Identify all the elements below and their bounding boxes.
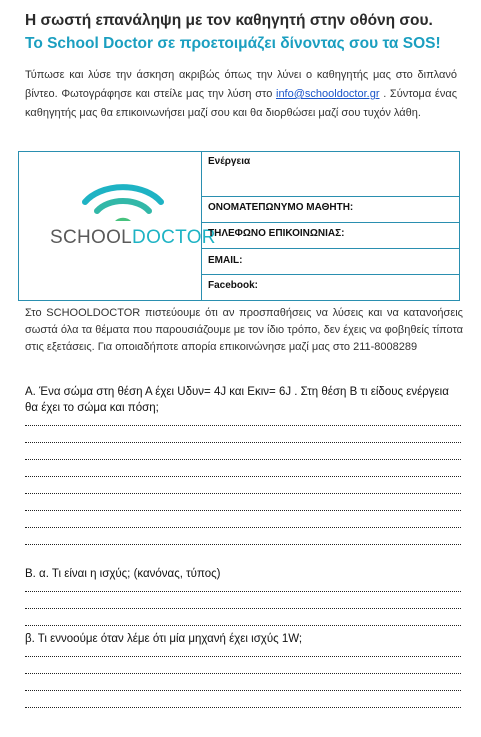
question-b-b: β. Τι εννοούμε όταν λέμε ότι μία μηχανή έχει ισχύς 1W; (25, 633, 303, 645)
form-fields (202, 152, 459, 300)
question-a: Α. Ένα σώμα στη θέση Α έχει Uδυν= 4J και Εκιν= 6J . Στη θέση Β τι είδους ενέργεια θα έχει το σώμα και πόση; (25, 386, 449, 414)
page-title: Η σωστή επανάληψη με τον καθηγητή στην οθόνη σου. (25, 12, 433, 29)
student-name-field[interactable]: ΟΝΟΜΑΤΕΠΩΝΥΜΟ ΜΑΘΗΤΗ: (202, 197, 459, 223)
answer-line[interactable] (25, 442, 461, 443)
answer-line[interactable] (25, 707, 461, 708)
intro-text-end: . Σύντομα ένας καθηγητής μας θα επικοινωνήσει μαζί σου και θα διορθώσει μαζί σου τυχόν λάθη. (25, 88, 457, 119)
answer-line[interactable] (25, 673, 461, 674)
logo-school-text: SCHOOL (50, 227, 133, 248)
email-link[interactable]: info@schooldoctor.gr (276, 88, 380, 100)
email-field[interactable]: EMAIL: (202, 249, 459, 275)
answer-line[interactable] (25, 690, 461, 691)
facebook-field[interactable]: Facebook: (208, 280, 259, 291)
answer-line[interactable] (25, 608, 461, 609)
phone-field[interactable]: ΤΗΛΕΦΩΝΟ ΕΠΙΚΟΙΝΩΝΙΑΣ: (202, 223, 459, 249)
answer-line[interactable] (25, 527, 461, 528)
answer-line[interactable] (25, 625, 461, 626)
answer-line[interactable] (25, 425, 461, 426)
page-subtitle: Το School Doctor σε προετοιμάζει δίνοντας σου τα SOS! (25, 35, 441, 52)
question-b-a: Β. α. Τι είναι η ισχύς; (κανόνας, τύπος) (25, 568, 221, 580)
schooldoctor-logo (50, 227, 216, 249)
answer-line[interactable] (25, 544, 461, 545)
logo-cell (19, 152, 216, 300)
answer-line[interactable] (25, 510, 461, 511)
answer-line[interactable] (25, 459, 461, 460)
logo-doctor-text: DOCTOR (132, 227, 216, 248)
info-paragraph: Στο SCHOOLDOCTOR πιστεύουμε ότι αν προσπαθήσεις να λύσεις και να κατανοήσεις σωστά όλα τα θέματα που παρουσιάζουμε με τον ίδιο τρόπο, δεν έχεις να φοβηθείς τίποτα στις εξετάσεις. Για οποιαδήποτε απορία επικοινώνησε μαζί μας στο 211-8008289 (25, 307, 463, 353)
answer-line[interactable] (25, 591, 461, 592)
intro-text-start: Τύπωσε και λύσε την άσκηση ακριβώς όπως την λύνει ο καθηγητής μας στο διπλανό βίντεο. Φωτογράφησε και στείλε μας την λύση στο (25, 69, 457, 100)
answer-line[interactable] (25, 476, 461, 477)
answer-line[interactable] (25, 656, 461, 657)
topic-label: Ενέργεια (202, 152, 459, 197)
student-info-form (18, 151, 460, 301)
intro-text (25, 66, 457, 123)
answer-line[interactable] (25, 493, 461, 494)
wifi-signal-icon (19, 152, 201, 232)
